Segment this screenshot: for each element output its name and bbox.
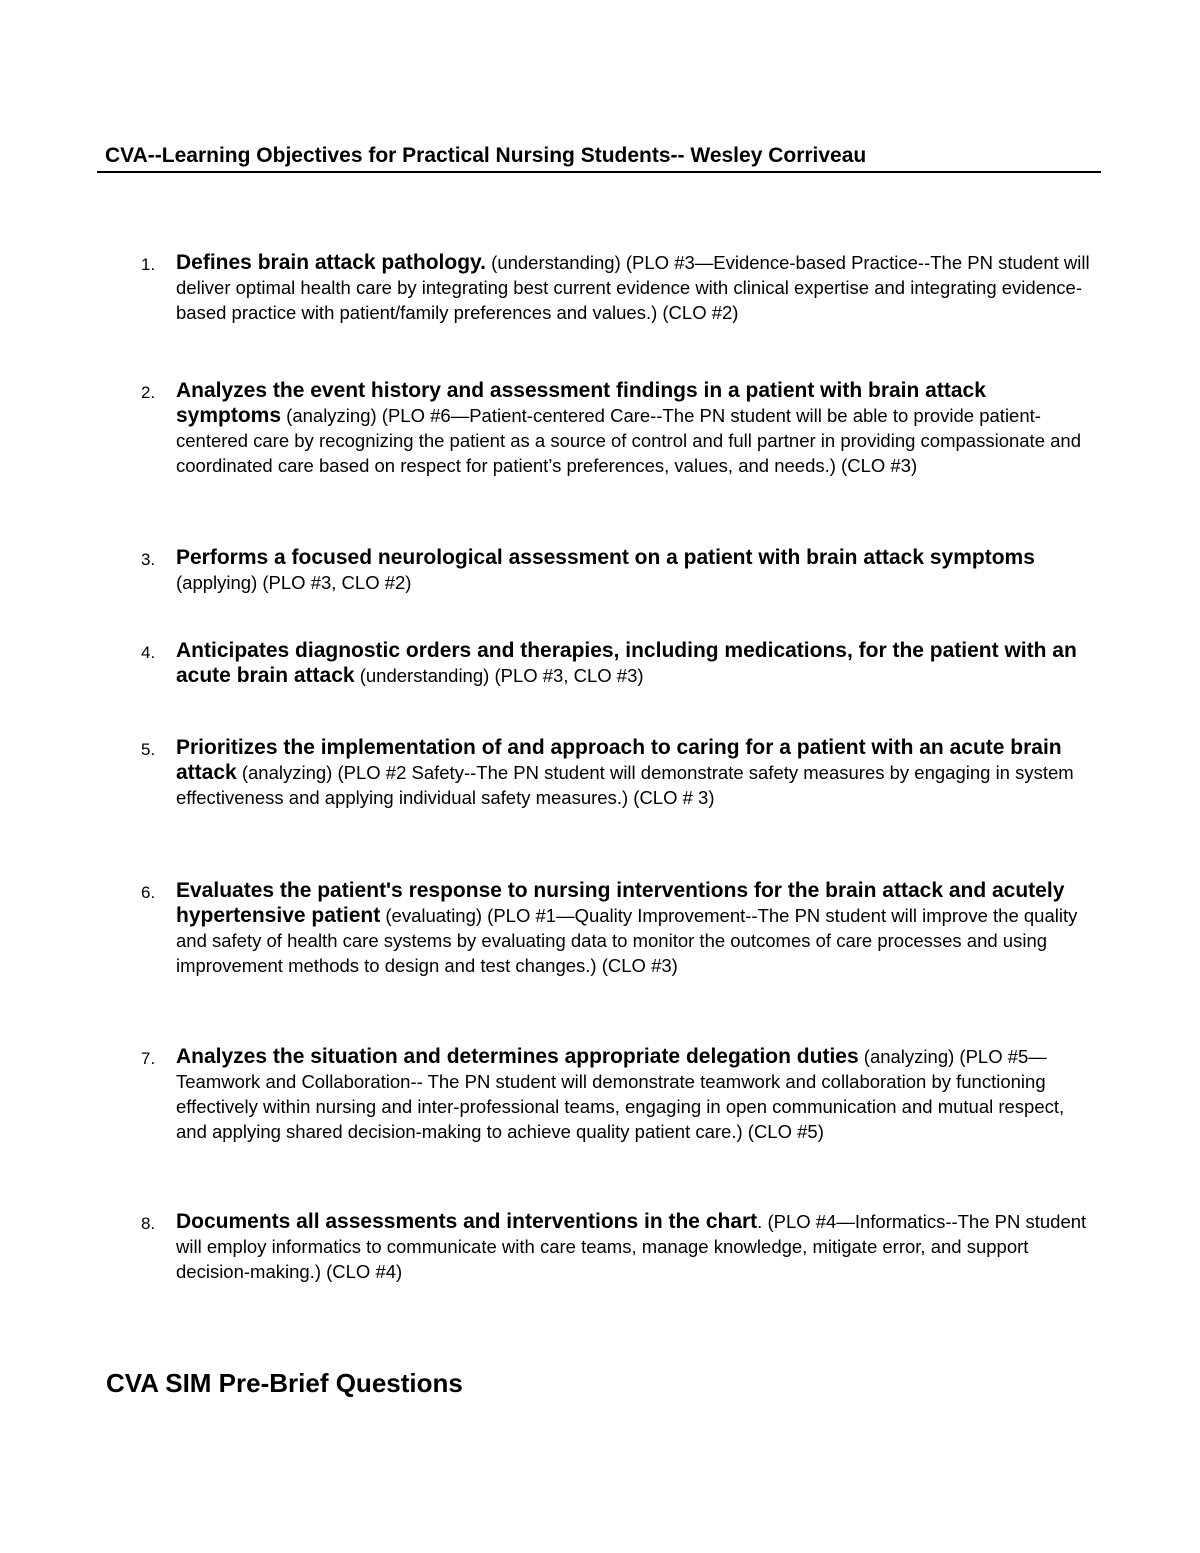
objective-number: 4. [141, 643, 156, 662]
objective-text [176, 1044, 1096, 1144]
objective-details: . (PLO #4—Informatics--The PN student will employ informatics to communicate with care teams, manage knowledge, mitigate error, and support decision-making.) (CLO #4) [176, 1211, 1087, 1282]
objective-details: (analyzing) (PLO #6—Patient-centered Care--The PN student will be able to provide patient-centered care by recognizing the patient as a source of control and full partner in providing compassionate and coordinated care based on respect for patient’s preferences, values, and needs.) (CLO #3) [176, 405, 1081, 476]
objective-text [176, 878, 1096, 978]
objective-statement: Defines brain attack pathology. [176, 251, 487, 274]
objective-statement: Analyzes the event history and assessment findings in a patient with brain attack symptoms [176, 379, 986, 427]
objective-statement: Performs a focused neurological assessment on a patient with brain attack symptoms [176, 546, 1035, 569]
document-title: CVA--Learning Objectives for Practical Nursing Students-- Wesley Corriveau [105, 144, 867, 167]
objective-number: 6. [141, 883, 156, 902]
objective-number: 7. [141, 1049, 156, 1068]
objective-details: (evaluating) (PLO #1—Quality Improvement--The PN student will improve the quality and safety of health care systems by evaluating data to monitor the outcomes of care processes and using improvement methods to design and test changes.) (CLO #3) [176, 905, 1078, 976]
objective-statement: Documents all assessments and interventions in the chart [176, 1210, 758, 1233]
objective-details: (analyzing) (PLO #2 Safety--The PN student will demonstrate safety measures by engaging in system effectiveness and applying individual safety measures.) (CLO # 3) [176, 762, 1074, 808]
objective-number: 3. [141, 550, 156, 569]
objective-text [176, 638, 1096, 688]
objective-text [176, 545, 1096, 595]
objective-statement: Anticipates diagnostic orders and therapies, including medications, for the patient with an acute brain attack [176, 639, 1077, 687]
objective-statement: Evaluates the patient's response to nursing interventions for the brain attack and acutely hypertensive patient [176, 879, 1065, 927]
objective-details: (understanding) (PLO #3, CLO #3) [354, 665, 644, 686]
objective-statement: Analyzes the situation and determines appropriate delegation duties [176, 1045, 859, 1068]
objective-text [176, 378, 1096, 478]
objective-text [176, 250, 1096, 325]
objective-number: 8. [141, 1214, 156, 1233]
document-header [97, 143, 1101, 173]
objective-details: (analyzing) (PLO #5—Teamwork and Collaboration-- The PN student will demonstrate teamwork and collaboration by functioning effectively within nursing and inter-professional teams, engaging in open communication and mutual respect, and applying shared decision-making to achieve quality patient care.) (CLO #5) [176, 1046, 1065, 1142]
objective-number: 5. [141, 740, 156, 759]
objective-text [176, 1209, 1096, 1284]
objective-text [176, 735, 1096, 810]
objective-statement: Prioritizes the implementation of and approach to caring for a patient with an acute brain attack [176, 736, 1062, 784]
objective-details: (understanding) (PLO #3—Evidence-based Practice--The PN student will deliver optimal health care by integrating best current evidence with clinical expertise and integrating evidence-based practice with patient/family preferences and values.) (CLO #2) [176, 252, 1090, 323]
objective-number: 2. [141, 383, 156, 402]
section-heading: CVA SIM Pre-Brief Questions [106, 1368, 463, 1398]
objective-number: 1. [141, 255, 156, 274]
objective-details: (applying) (PLO #3, CLO #2) [176, 572, 412, 593]
